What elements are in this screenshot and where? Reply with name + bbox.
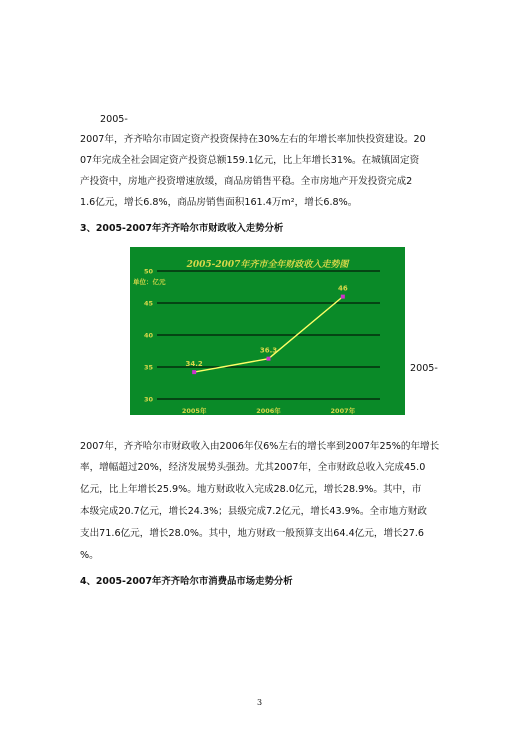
section-heading-4: 4、2005-2007年齐齐哈尔市消费品市场走势分析 xyxy=(80,576,293,587)
y-tick-label: 35 xyxy=(143,363,153,372)
data-label: 36.3 xyxy=(259,346,278,355)
para1-line2: 07年完成全社会固定资产投资总额159.1亿元，比上年增长31%。在城镇固定资 xyxy=(80,155,420,166)
side-label: 2005- xyxy=(410,363,438,374)
para2-line6: %。 xyxy=(80,550,99,561)
series-line xyxy=(194,297,343,373)
para1-line1: 2007年，齐齐哈尔市固定资产投资保持在30%左右的年增长率加快投资建设。20 xyxy=(80,134,426,145)
data-point xyxy=(267,357,271,361)
y-tick-label: 50 xyxy=(143,267,153,276)
para2-line5: 支出71.6亿元，增长28.0%。其中，地方财政一般预算支出64.4亿元，增长27.6 xyxy=(80,528,424,539)
data-point xyxy=(192,370,196,374)
section-heading-3: 3、2005-2007年齐齐哈尔市财政收入走势分析 xyxy=(80,223,284,234)
y-tick-label: 40 xyxy=(143,331,153,340)
para2-line3: 亿元，比上年增长25.9%。地方财政收入完成28.0亿元，增长28.9%。其中，市 xyxy=(80,484,422,495)
y-tick-label: 30 xyxy=(143,395,153,404)
para1-line3: 产投资中，房地产投资增速放缓，商品房销售平稳。全市房地产开发投资完成2 xyxy=(80,176,413,187)
chart-revenue xyxy=(130,247,405,415)
x-tick-label: 2005年 xyxy=(181,407,207,415)
y-axis-label: 单位：亿元 xyxy=(133,278,166,286)
chart-title: 2005-2007年齐市全年财政收入走势图 xyxy=(186,260,349,270)
data-label: 46 xyxy=(337,284,348,293)
x-tick-label: 2006年 xyxy=(256,407,281,415)
y-tick-label: 45 xyxy=(143,299,153,308)
para1-line0: 2005- xyxy=(100,114,128,125)
page-number: 3 xyxy=(257,698,263,707)
para2-line4: 本级完成20.7亿元，增长24.3%；县级完成7.2亿元，增长43.9%。全市地方财政 xyxy=(80,506,428,517)
data-label: 34.2 xyxy=(185,360,203,369)
para2-line2: 率，增幅超过20%，经济发展势头强劲。尤其2007年，全市财政总收入完成45.0 xyxy=(80,462,426,473)
para2-line1: 2007年，齐齐哈尔市财政收入由2006年仅6%左右的增长率到2007年25%的年增长 xyxy=(80,441,440,452)
data-point xyxy=(341,295,345,299)
line-chart xyxy=(130,247,405,415)
para1-line4: 1.6亿元，增长6.8%，商品房销售面积161.4万m²，增长6.8%。 xyxy=(80,197,358,208)
x-tick-label: 2007年 xyxy=(330,407,356,415)
